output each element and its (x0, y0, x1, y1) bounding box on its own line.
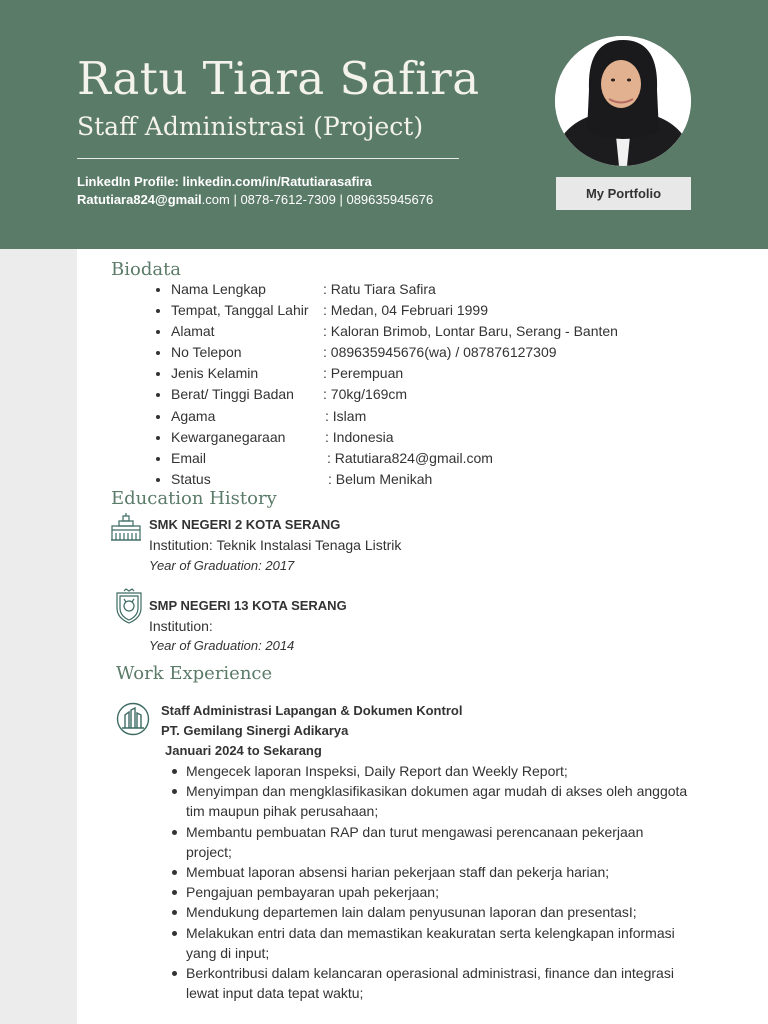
job-task-list (169, 761, 689, 1003)
biodata-item (153, 427, 713, 448)
biodata-value: : Kaloran Brimob, Lontar Baru, Serang - Banten (323, 323, 618, 340)
biodata-label: Agama (171, 407, 216, 424)
biodata-label: Email (171, 449, 207, 466)
biodata-label: Tempat, Tanggal Lahir (171, 302, 309, 319)
biodata-value: : 70kg/169cm (323, 386, 408, 403)
candidate-role: Staff Administrasi (Project) (77, 112, 424, 141)
biodata-label: Kewarganegaraan (171, 428, 286, 445)
left-side-strip (0, 249, 77, 1024)
biodata-item (153, 406, 713, 427)
biodata-value: : Medan, 04 Februari 1999 (323, 302, 488, 319)
candidate-name: Ratu Tiara Safira (77, 52, 480, 105)
job-task-item: Berkontribusi dalam kelancaran operasional administrasi, finance dan integrasi lewat input data tepat waktu; (169, 963, 689, 1003)
edu-graduation-year: Year of Graduation: 2014 (149, 638, 295, 653)
job-task-item: Membantu pembuatan RAP dan turut mengawasi perencanaan pekerjaan project; (169, 822, 689, 862)
job-task-item: Melakukan entri data dan memastikan keakuratan serta kelengkapan informasi yang di input; (169, 923, 689, 963)
biodata-item (153, 469, 713, 490)
company-logo-icon (116, 702, 150, 741)
linkedin-profile-link[interactable]: LinkedIn Profile: linkedin.com/in/Ratutiarasafira (77, 174, 372, 189)
biodata-value: : Belum Menikah (328, 470, 433, 487)
biodata-value: : Ratutiara824@gmail.com (327, 449, 493, 466)
edu-graduation-year: Year of Graduation: 2017 (149, 558, 295, 573)
job-task-item: Membuat laporan absensi harian pekerjaan staff dan pekerja harian; (169, 862, 689, 882)
biodata-label: Status (171, 470, 211, 487)
job-task-item: Menyimpan dan mengklasifikasikan dokumen agar mudah di akses oleh anggota tim maupun pihak perusahaan; (169, 781, 689, 821)
header-divider (77, 158, 459, 159)
biodata-title: Biodata (111, 259, 182, 280)
biodata-value: : Islam (325, 407, 367, 424)
job-title: Staff Administrasi Lapangan & Dokumen Kontrol (161, 703, 463, 718)
shield-crest-icon (115, 588, 143, 629)
education-title: Education History (111, 488, 277, 509)
biodata-item (153, 321, 713, 342)
job-task-item: Mengecek laporan Inspeksi, Daily Report dan Weekly Report; (169, 761, 689, 781)
contact-details: .com | 0878-7612-7309 | 089635945676 (201, 192, 434, 207)
biodata-list (153, 279, 713, 490)
job-task-item: Pengajuan pembayaran upah pekerjaan; (169, 882, 689, 902)
my-portfolio-button[interactable]: My Portfolio (556, 177, 691, 210)
contact-line (77, 192, 433, 207)
biodata-item (153, 448, 713, 469)
job-company: PT. Gemilang Sinergi Adikarya (161, 723, 349, 738)
edu-institution: Institution: (149, 618, 213, 634)
biodata-value: : Indonesia (325, 428, 394, 445)
biodata-label: Alamat (171, 323, 215, 340)
biodata-label: Jenis Kelamin (171, 365, 259, 382)
building-icon (110, 512, 142, 547)
biodata-label: No Telepon (171, 344, 242, 361)
biodata-item (153, 384, 713, 405)
biodata-label: Berat/ Tinggi Badan (171, 386, 294, 403)
biodata-item (153, 300, 713, 321)
profile-photo (555, 36, 691, 166)
biodata-label: Nama Lengkap (171, 281, 266, 297)
job-period: Januari 2024 to Sekarang (165, 743, 322, 758)
work-experience-title: Work Experience (116, 663, 273, 684)
biodata-value: : 089635945676(wa) / 087876127309 (323, 344, 557, 361)
edu-institution: Institution: Teknik Instalasi Tenaga Listrik (149, 537, 402, 553)
profile-photo-image (555, 36, 691, 166)
edu-school-name: SMK NEGERI 2 KOTA SERANG (149, 517, 341, 532)
email-link[interactable]: Ratutiara824@gmail (77, 192, 202, 207)
edu-school-name: SMP NEGERI 13 KOTA SERANG (149, 598, 347, 613)
biodata-item (153, 279, 713, 300)
biodata-value: : Ratu Tiara Safira (323, 281, 436, 297)
biodata-value: : Perempuan (323, 365, 404, 382)
biodata-item (153, 363, 713, 384)
biodata-item (153, 342, 713, 363)
job-task-item: Mendukung departemen lain dalam penyusunan laporan dan presentasI; (169, 902, 689, 922)
